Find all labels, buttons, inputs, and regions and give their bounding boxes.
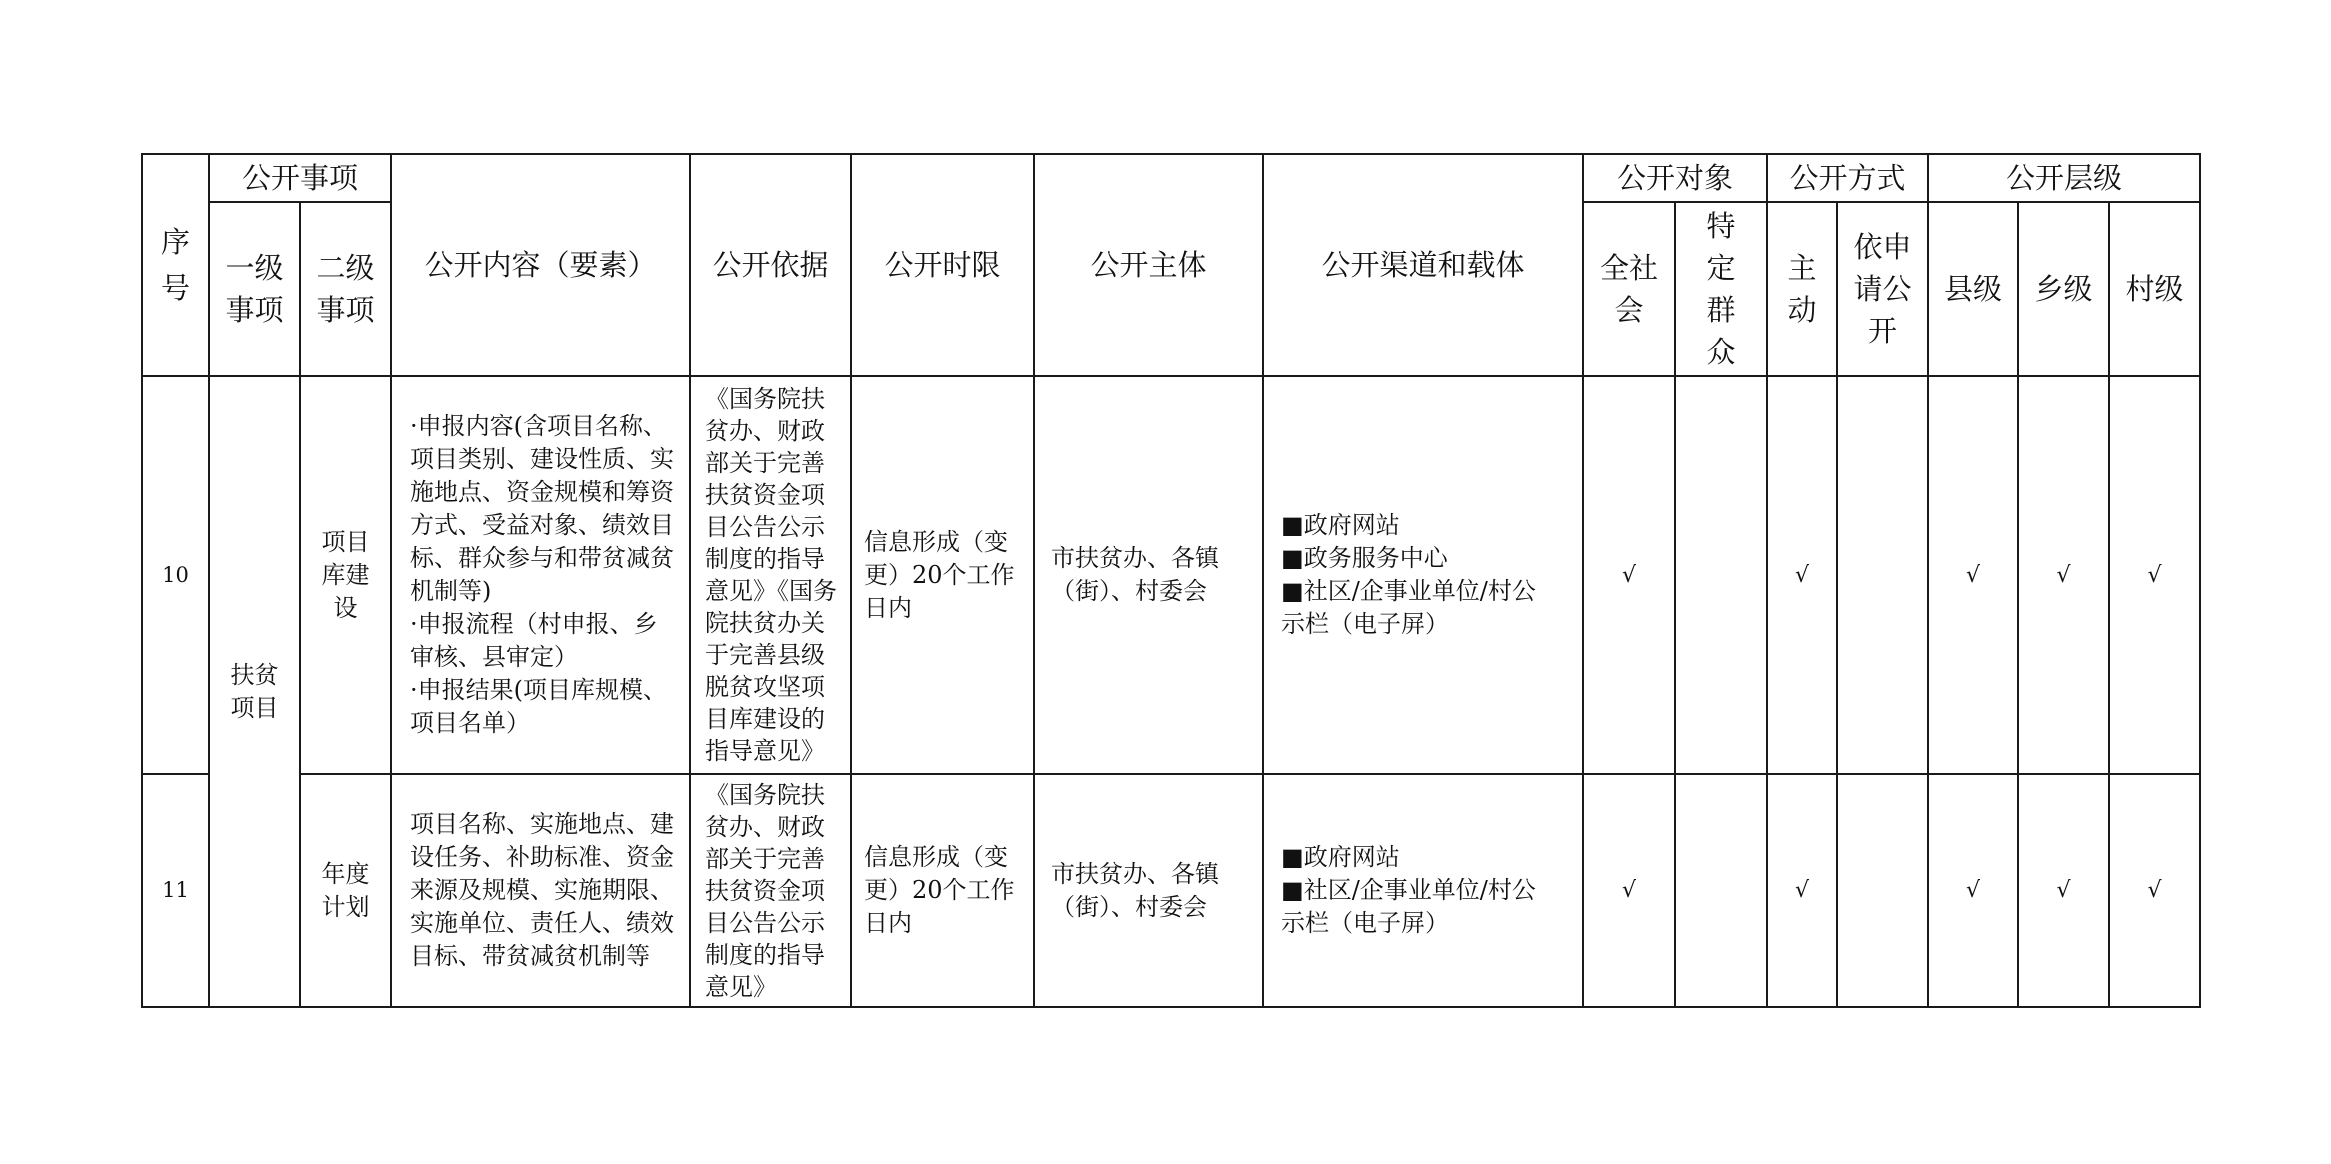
header-audience: 公开对象 (1583, 154, 1767, 202)
header-method-apply (1837, 202, 1928, 376)
basis-line: 脱贫攻坚项 (705, 673, 826, 701)
content-line: 机制等) (410, 577, 492, 605)
basis-line: 于完善县级 (705, 641, 826, 669)
cell-level2 (300, 774, 391, 1007)
header-content: 公开内容（要素） (391, 154, 690, 376)
header-basis: 公开依据 (690, 154, 851, 376)
header-channel: 公开渠道和载体 (1263, 154, 1583, 376)
basis-line: 扶贫资金项 (705, 876, 826, 905)
basis-line: 扶贫资金项 (705, 481, 826, 509)
cell-level-county: √ (1928, 774, 2018, 1007)
level1-line: 项目 (230, 693, 279, 722)
subject-line: 市扶贫办、各镇 (1051, 859, 1220, 888)
cell-method-active: √ (1767, 774, 1837, 1007)
level1-line: 扶贫 (230, 660, 279, 689)
content-line: ·申报流程（村申报、乡 (410, 610, 658, 638)
header-level1-line: 一级 (225, 251, 284, 285)
header-method-apply-line: 开 (1868, 314, 1898, 348)
header-subject: 公开主体 (1034, 154, 1263, 376)
header-level-village: 村级 (2109, 202, 2200, 376)
header-audience-specific-line: 定 (1706, 251, 1736, 285)
header-method-active-line: 主 (1787, 251, 1817, 285)
content-line: 审核、县审定） (410, 643, 579, 671)
cell-level-town: √ (2018, 376, 2109, 774)
header-disclosure-items: 公开事项 (209, 154, 391, 202)
header-audience-all-line: 全社 (1600, 251, 1659, 285)
time-limit-line: 更）20个工作 (864, 560, 1015, 589)
cell-basis (690, 376, 851, 774)
subject-line: 市扶贫办、各镇 (1051, 544, 1220, 572)
basis-line: 目库建设的 (705, 705, 826, 733)
header-level2-line: 事项 (316, 293, 375, 327)
content-line: ·申报结果(项目库规模、 (410, 676, 668, 704)
subject-line: （街）、村委会 (1051, 892, 1208, 921)
cell-content (391, 376, 690, 774)
header-level-county: 县级 (1928, 202, 2018, 376)
cell-method-apply (1837, 376, 1928, 774)
basis-line: 目公告公示 (705, 513, 826, 541)
header-time-limit: 公开时限 (851, 154, 1034, 376)
header-audience-specific-line: 特 (1706, 209, 1736, 243)
cell-subject (1034, 376, 1263, 774)
cell-channel (1263, 376, 1583, 774)
content-line: 来源及规模、实施期限、 (410, 876, 675, 904)
header-method-apply-line: 请公 (1853, 272, 1912, 306)
content-line: 目标、带贫减贫机制等 (410, 942, 651, 970)
cell-audience-all: √ (1583, 376, 1675, 774)
basis-line: 贫办、财政 (705, 812, 826, 841)
time-limit-line: 日内 (864, 593, 913, 622)
channel-line: ■政府网站 (1281, 843, 1400, 871)
channel-line: ■政务服务中心 (1281, 544, 1448, 572)
header-level2-line: 二级 (316, 251, 375, 285)
header-method: 公开方式 (1767, 154, 1928, 202)
header-seq-line: 号 (160, 271, 190, 305)
content-line: 项目名称、实施地点、建 (410, 810, 675, 838)
header-audience-specific (1675, 202, 1767, 376)
cell-basis (690, 774, 851, 1007)
cell-channel (1263, 774, 1583, 1007)
time-limit-line: 信息形成（变 (864, 527, 1009, 556)
cell-level-county: √ (1928, 376, 2018, 774)
content-line: ·申报内容(含项目名称、 (410, 412, 668, 440)
header-row-top (142, 154, 2200, 202)
basis-line: 《国务院扶 (705, 385, 826, 413)
header-audience-specific-line: 群 (1706, 293, 1736, 327)
cell-level-village: √ (2109, 774, 2200, 1007)
cell-audience-specific (1675, 376, 1767, 774)
subject-line: （街）、村委会 (1051, 577, 1208, 605)
time-limit-line: 更）20个工作 (864, 876, 1015, 904)
basis-line: 部关于完善 (705, 449, 826, 477)
header-level-town: 乡级 (2018, 202, 2109, 376)
cell-content (391, 774, 690, 1007)
cell-method-apply (1837, 774, 1928, 1007)
cell-audience-specific (1675, 774, 1767, 1007)
basis-line: 院扶贫办关 (705, 609, 826, 637)
basis-line: 部关于完善 (705, 844, 826, 873)
basis-line: 意见》 (705, 972, 778, 1001)
cell-level-town: √ (2018, 774, 2109, 1007)
basis-line: 指导意见》 (705, 737, 826, 765)
disclosure-table (141, 153, 2201, 1008)
basis-line: 制度的指导 (705, 545, 826, 573)
basis-line: 贫办、财政 (705, 417, 826, 445)
cell-time-limit (851, 376, 1034, 774)
content-line: 标、群众参与和带贫减贫 (410, 544, 675, 572)
header-level2 (300, 202, 391, 376)
header-level: 公开层级 (1928, 154, 2200, 202)
header-method-apply-line: 依申 (1853, 230, 1912, 264)
header-level1-line: 事项 (225, 293, 284, 327)
cell-time-limit (851, 774, 1034, 1007)
cell-level-village: √ (2109, 376, 2200, 774)
cell-seq: 10 (142, 376, 209, 774)
level2-line: 库建 (321, 560, 370, 589)
channel-line: 示栏（电子屏） (1281, 610, 1450, 638)
content-line: 设任务、补助标准、资金 (410, 843, 675, 871)
cell-audience-all: √ (1583, 774, 1675, 1007)
channel-line: ■政府网站 (1281, 511, 1400, 539)
time-limit-line: 日内 (864, 909, 913, 937)
cell-seq: 11 (142, 774, 209, 1007)
basis-line: 目公告公示 (705, 908, 826, 937)
level2-line: 设 (333, 593, 358, 622)
channel-line: ■社区/企事业单位/村公 (1281, 577, 1536, 605)
cell-method-active: √ (1767, 376, 1837, 774)
cell-level2 (300, 376, 391, 774)
table-row (142, 774, 2200, 1007)
basis-line: 《国务院扶 (705, 780, 826, 809)
channel-line: ■社区/企事业单位/村公 (1281, 876, 1536, 904)
cell-level1 (209, 376, 300, 1007)
header-seq (142, 154, 209, 376)
header-method-active (1767, 202, 1837, 376)
content-line: 实施单位、责任人、绩效 (410, 909, 675, 937)
level2-line: 项目 (321, 527, 370, 556)
content-line: 施地点、资金规模和筹资 (410, 478, 675, 506)
header-method-active-line: 动 (1787, 293, 1817, 327)
content-line: 项目类别、建设性质、实 (410, 445, 675, 473)
header-audience-specific-line: 众 (1706, 335, 1736, 369)
cell-subject (1034, 774, 1263, 1007)
table-row (142, 376, 2200, 774)
time-limit-line: 信息形成（变 (864, 843, 1009, 871)
header-seq-line: 序 (160, 225, 190, 259)
header-audience-all (1583, 202, 1675, 376)
basis-line: 制度的指导 (705, 940, 826, 969)
level2-line: 年度 (321, 859, 370, 888)
header-level1 (209, 202, 300, 376)
content-line: 方式、受益对象、绩效目 (410, 511, 675, 539)
level2-line: 计划 (321, 892, 370, 921)
header-audience-all-line: 会 (1614, 293, 1644, 327)
channel-line: 示栏（电子屏） (1281, 909, 1450, 937)
content-line: 项目名单） (410, 709, 531, 737)
basis-line: 意见》《国务 (705, 577, 838, 605)
